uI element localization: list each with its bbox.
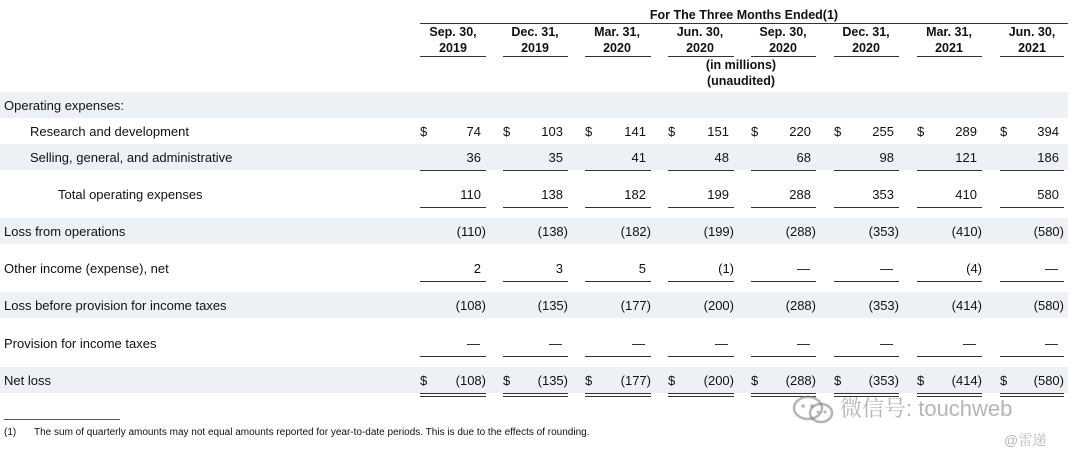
table-cell: [668, 298, 734, 314]
cell-underline: [503, 281, 568, 282]
table-cell: [420, 261, 486, 277]
table-cell: [585, 373, 651, 389]
table-cell: [1000, 261, 1064, 277]
column-header-3-line2: 2020: [603, 41, 631, 55]
cell-underline: [503, 170, 568, 171]
table-cell: [668, 261, 734, 277]
watermark-handle: @雷递: [1004, 432, 1047, 448]
cell-value: (414): [951, 298, 982, 313]
cell-value: (199): [703, 224, 734, 239]
table-cell: [751, 261, 816, 277]
column-header-4-line1: Jun. 30,: [676, 25, 724, 39]
column-header-3-line1: Mar. 31,: [594, 25, 640, 39]
cell-underline: [917, 207, 982, 208]
cell-underline: [668, 170, 734, 171]
table-cell: [420, 124, 486, 140]
cell-value: (177): [620, 373, 651, 388]
table-cell: [917, 150, 982, 166]
cell-value: 110: [460, 187, 481, 202]
table-cell: [834, 150, 899, 166]
cell-underline: [1000, 356, 1064, 357]
table-cell: [751, 150, 816, 166]
table-cell: [503, 150, 568, 166]
cell-underline: [834, 281, 899, 282]
cell-underline: [585, 356, 651, 357]
wechat-icon: [790, 394, 838, 426]
units-label: (in millions): [705, 58, 777, 72]
cell-value: 410: [955, 187, 977, 202]
cell-value: —: [549, 336, 562, 351]
dollar-sign: $: [668, 373, 676, 388]
cell-underline: [917, 170, 982, 171]
cell-value: (410): [951, 224, 982, 239]
table-cell: [668, 373, 734, 389]
table-cell: [917, 224, 982, 240]
cell-underline: [1000, 393, 1064, 394]
table-cell: [917, 298, 982, 314]
cell-underline: [751, 281, 816, 282]
cell-value: (182): [620, 224, 651, 239]
cell-underline: [503, 207, 568, 208]
cell-value: (580): [1033, 298, 1064, 313]
column-header-1-line1: Sep. 30,: [429, 25, 477, 39]
table-cell: [585, 298, 651, 314]
table-cell: [917, 373, 982, 389]
cell-underline: [668, 281, 734, 282]
table-cell: [585, 336, 651, 352]
column-header-rule: [1000, 56, 1064, 57]
cell-value: (4): [966, 261, 982, 276]
footnote-marker: (1): [4, 427, 17, 438]
table-cell: [668, 224, 734, 240]
cell-value: 68: [796, 150, 811, 165]
cell-underline: [751, 356, 816, 357]
table-cell: [668, 150, 734, 166]
column-header-8-line1: Jun. 30,: [1008, 25, 1056, 39]
period-header: For The Three Months Ended(1): [649, 8, 839, 22]
dollar-sign: $: [917, 124, 925, 139]
cell-value: 121: [955, 150, 977, 165]
cell-value: (110): [456, 224, 486, 239]
cell-value: 255: [872, 124, 894, 139]
row-label: Provision for income taxes: [4, 336, 157, 351]
table-cell: [420, 298, 486, 314]
table-cell: [585, 124, 651, 140]
dollar-sign: $: [503, 124, 511, 139]
cell-value: (353): [868, 298, 899, 313]
column-header-4-line2: 2020: [686, 41, 714, 55]
dollar-sign: $: [420, 373, 428, 388]
table-cell: [420, 224, 486, 240]
table-cell: [503, 336, 568, 352]
cell-value: 2: [473, 261, 481, 276]
column-header-5-line1: Sep. 30,: [759, 25, 807, 39]
cell-value: (1): [718, 261, 734, 276]
table-cell: [751, 298, 816, 314]
table-cell: [834, 298, 899, 314]
cell-underline: [503, 393, 568, 394]
table-cell: [503, 187, 568, 203]
table-cell: [503, 373, 568, 389]
cell-value: 220: [789, 124, 811, 139]
cell-value: —: [632, 336, 645, 351]
cell-value: 353: [872, 187, 894, 202]
cell-value: (353): [868, 373, 899, 388]
cell-value: (108): [455, 373, 486, 388]
cell-underline: [751, 207, 816, 208]
dollar-sign: $: [585, 373, 593, 388]
column-header-rule: [420, 56, 486, 57]
table-cell: [834, 187, 899, 203]
table-cell: [503, 298, 568, 314]
cell-value: 5: [638, 261, 646, 276]
cell-value: 151: [707, 124, 729, 139]
cell-underline: [420, 281, 486, 282]
column-header-6-line2: 2020: [852, 41, 880, 55]
table-cell: [751, 373, 816, 389]
table-cell: [1000, 187, 1064, 203]
table-cell: [668, 187, 734, 203]
dollar-sign: $: [668, 124, 676, 139]
table-cell: [420, 150, 486, 166]
cell-value: 288: [789, 187, 811, 202]
dollar-sign: $: [834, 124, 842, 139]
column-header-rule: [503, 56, 568, 57]
cell-value: (580): [1033, 373, 1064, 388]
cell-value: 394: [1037, 124, 1059, 139]
cell-underline: [834, 393, 899, 394]
cell-value: (580): [1033, 224, 1064, 239]
table-cell: [834, 224, 899, 240]
cell-underline: [585, 170, 651, 171]
cell-value: —: [797, 336, 810, 351]
column-header-8-line2: 2021: [1018, 41, 1046, 55]
cell-underline: [668, 393, 734, 394]
cell-value: —: [467, 336, 480, 351]
cell-underline: [668, 356, 734, 357]
column-header-2-line2: 2019: [521, 41, 549, 55]
cell-underline: [420, 393, 486, 394]
table-cell: [834, 124, 899, 140]
cell-value: (135): [537, 373, 568, 388]
cell-underline: [585, 281, 651, 282]
cell-underline: [503, 396, 568, 397]
footnote-text: The sum of quarterly amounts may not equal amounts reported for year-to-date periods. This is due to the effects of rounding.: [34, 427, 590, 438]
table-cell: [503, 261, 568, 277]
dollar-sign: $: [420, 124, 428, 139]
cell-underline: [420, 170, 486, 171]
cell-value: —: [715, 336, 728, 351]
row-label: Loss before provision for income taxes: [4, 298, 227, 313]
cell-value: 289: [955, 124, 977, 139]
table-cell: [1000, 150, 1064, 166]
cell-value: (177): [620, 298, 651, 313]
row-label: Total operating expenses: [58, 187, 203, 202]
table-cell: [585, 187, 651, 203]
column-header-1-line2: 2019: [439, 41, 467, 55]
cell-underline: [917, 356, 982, 357]
watermark-wechat-id: 微信号: touchweb: [840, 396, 1013, 421]
table-cell: [1000, 298, 1064, 314]
cell-underline: [420, 396, 486, 397]
row-label: Research and development: [30, 124, 189, 139]
cell-value: 41: [631, 150, 646, 165]
cell-underline: [585, 393, 651, 394]
table-cell: [420, 187, 486, 203]
table-cell: [751, 224, 816, 240]
cell-underline: [1000, 281, 1064, 282]
cell-value: 3: [555, 261, 563, 276]
table-cell: [751, 336, 816, 352]
cell-underline: [751, 170, 816, 171]
footnote-rule: [4, 419, 120, 420]
table-cell: [917, 261, 982, 277]
cell-value: 141: [624, 124, 646, 139]
table-cell: [1000, 224, 1064, 240]
cell-underline: [503, 356, 568, 357]
cell-value: 182: [624, 187, 646, 202]
cell-underline: [420, 207, 486, 208]
cell-value: 35: [548, 150, 563, 165]
column-header-rule: [834, 56, 899, 57]
cell-value: 74: [466, 124, 481, 139]
cell-value: (288): [785, 373, 816, 388]
cell-value: —: [1045, 336, 1058, 351]
column-header-7-line2: 2021: [935, 41, 963, 55]
table-cell: [834, 373, 899, 389]
cell-value: 98: [879, 150, 894, 165]
table-cell: [834, 336, 899, 352]
table-cell: [668, 124, 734, 140]
cell-underline: [585, 207, 651, 208]
unaudited-label: (unaudited): [706, 74, 776, 88]
table-cell: [585, 224, 651, 240]
cell-value: 199: [707, 187, 729, 202]
cell-value: 186: [1037, 150, 1059, 165]
cell-value: —: [1045, 261, 1058, 276]
table-cell: [585, 150, 651, 166]
column-header-rule: [917, 56, 982, 57]
cell-value: 103: [541, 124, 563, 139]
table-cell: [420, 373, 486, 389]
dollar-sign: $: [503, 373, 511, 388]
cell-value: 580: [1037, 187, 1059, 202]
row-label: Other income (expense), net: [4, 261, 169, 276]
table-cell: [420, 336, 486, 352]
row-band: [0, 92, 1068, 118]
table-cell: [668, 336, 734, 352]
cell-underline: [668, 396, 734, 397]
table-cell: [751, 187, 816, 203]
row-label: Net loss: [4, 373, 51, 388]
dollar-sign: $: [751, 373, 759, 388]
table-cell: [585, 261, 651, 277]
cell-value: (288): [785, 224, 816, 239]
cell-underline: [834, 356, 899, 357]
cell-value: (138): [537, 224, 568, 239]
row-label: Loss from operations: [4, 224, 126, 239]
cell-underline: [834, 207, 899, 208]
row-label: Selling, general, and administrative: [30, 150, 233, 165]
dollar-sign: $: [751, 124, 759, 139]
cell-underline: [834, 170, 899, 171]
table-cell: [1000, 336, 1064, 352]
cell-value: (288): [785, 298, 816, 313]
table-cell: [1000, 373, 1064, 389]
table-cell: [1000, 124, 1064, 140]
cell-value: —: [797, 261, 810, 276]
cell-underline: [420, 356, 486, 357]
cell-underline: [917, 281, 982, 282]
dollar-sign: $: [1000, 373, 1008, 388]
table-cell: [917, 124, 982, 140]
cell-value: —: [880, 261, 893, 276]
table-cell: [751, 124, 816, 140]
table-cell: [503, 124, 568, 140]
cell-value: 36: [466, 150, 481, 165]
cell-value: 138: [541, 187, 563, 202]
cell-value: (135): [537, 298, 568, 313]
section-label-operating-expenses: Operating expenses:: [4, 98, 124, 113]
cell-value: (108): [455, 298, 486, 313]
cell-underline: [585, 396, 651, 397]
dollar-sign: $: [1000, 124, 1008, 139]
cell-value: (200): [703, 298, 734, 313]
dollar-sign: $: [917, 373, 925, 388]
column-header-5-line2: 2020: [769, 41, 797, 55]
table-cell: [917, 336, 982, 352]
column-header-rule: [585, 56, 651, 57]
dollar-sign: $: [834, 373, 842, 388]
cell-value: —: [963, 336, 976, 351]
cell-value: 48: [714, 150, 729, 165]
cell-value: —: [880, 336, 893, 351]
column-header-6-line1: Dec. 31,: [842, 25, 890, 39]
table-cell: [834, 261, 899, 277]
cell-underline: [1000, 207, 1064, 208]
cell-value: (200): [703, 373, 734, 388]
cell-underline: [917, 393, 982, 394]
cell-value: (414): [951, 373, 982, 388]
column-header-7-line1: Mar. 31,: [926, 25, 972, 39]
column-header-2-line1: Dec. 31,: [511, 25, 559, 39]
cell-underline: [1000, 170, 1064, 171]
cell-underline: [668, 207, 734, 208]
table-cell: [917, 187, 982, 203]
table-cell: [503, 224, 568, 240]
cell-value: (353): [868, 224, 899, 239]
dollar-sign: $: [585, 124, 593, 139]
